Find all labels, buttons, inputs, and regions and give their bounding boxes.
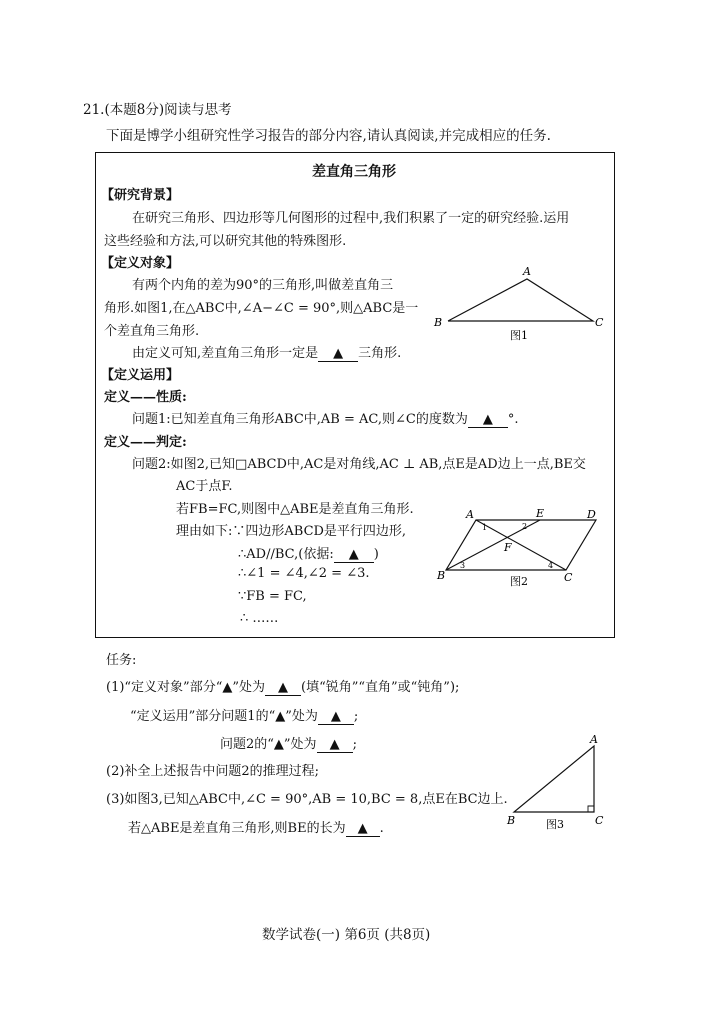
fig3-caption: 图3	[546, 818, 564, 831]
reason-line5: ∴ ……	[240, 611, 279, 626]
reason-line4: ∵FB = FC,	[238, 589, 307, 604]
page-footer: 数学试卷(一) 第6页 (共8页)	[262, 927, 431, 943]
application-heading: 【定义运用】	[101, 368, 180, 383]
blank-angle-c: ▲	[468, 412, 508, 428]
definition-line2: 角形.如图1,在△ABC中,∠A−∠C = 90°,则△ABC是一	[104, 301, 419, 316]
reason-line3: ∴∠1 = ∠4,∠2 = ∠3.	[238, 566, 370, 581]
fig2-label-b: B	[437, 569, 446, 582]
right-triangle-abc	[514, 746, 594, 812]
figure-2	[432, 505, 604, 591]
figure-3	[502, 732, 612, 836]
question-header: 21.(本题8分)阅读与思考	[83, 102, 232, 118]
task3-line1: (3)如图3,已知△ABC中,∠C = 90°,AB = 10,BC = 8,点E在BC边上.	[106, 792, 508, 807]
fig2-label-a: A	[466, 508, 474, 521]
task1-line2: “定义运用”部分问题1的“▲”处为 ▲ ;	[130, 709, 359, 724]
background-text-line1: 在研究三角形、四边形等几何图形的过程中,我们积累了一定的研究经验.运用	[132, 211, 570, 226]
fig3-label-b: B	[507, 814, 516, 827]
tasks-heading: 任务:	[106, 653, 137, 668]
task1-blank-3: ▲	[317, 737, 353, 753]
definition-line1: 有两个内角的差为90°的三角形,叫做差直角三	[132, 278, 394, 293]
triangle-abc-fig1	[448, 279, 593, 321]
fig2-angle-3: 3	[460, 561, 466, 570]
fig2-angle-4: 4	[548, 561, 554, 570]
task2-line: (2)补全上述报告中问题2的推理过程;	[106, 764, 320, 779]
reason-line1: 理由如下:∵四边形ABCD是平行四边形,	[176, 524, 407, 539]
problem2-line1: 问题2:如图2,已知□ABCD中,AC是对角线,AC ⊥ AB,点E是AD边上一点,BE交	[132, 457, 586, 472]
fig2-label-d: D	[587, 508, 596, 521]
task1-line3: 问题2的“▲”处为 ▲ ;	[220, 737, 357, 752]
fig2-caption: 图2	[510, 575, 528, 588]
task3-blank: ▲	[346, 821, 380, 837]
problem1-line: 问题1:已知差直角三角形ABC中,AB = AC,则∠C的度数为 ▲ °.	[132, 412, 519, 427]
task1-blank-1: ▲	[265, 680, 301, 696]
fig1-label-a: A	[523, 265, 531, 278]
problem2-line3: 若FB=FC,则图中△ABE是差直角三角形.	[176, 502, 414, 517]
property-heading: 定义——性质:	[104, 390, 187, 405]
blank-triangle-type: ▲	[318, 346, 358, 362]
fig1-caption: 图1	[510, 329, 528, 342]
fig2-label-e: E	[536, 507, 545, 520]
task1-blank-2: ▲	[318, 709, 354, 725]
fig2-angle-1: 1	[482, 523, 488, 532]
fig1-label-c: C	[595, 316, 604, 329]
fig2-angle-2: 2	[522, 522, 528, 531]
problem2-line2: AC于点F.	[176, 479, 233, 494]
background-heading: 【研究背景】	[101, 188, 180, 203]
figure-1	[430, 262, 610, 344]
fig1-label-b: B	[434, 316, 443, 329]
definition-line3: 个差直角三角形.	[104, 324, 200, 339]
task3-line2: 若△ABE是差直角三角形,则BE的长为 ▲ .	[128, 821, 384, 836]
question-intro: 下面是博学小组研究性学习报告的部分内容,请认真阅读,并完成相应的任务.	[106, 128, 551, 144]
background-text-line2: 这些经验和方法,可以研究其他的特殊图形.	[104, 234, 347, 249]
task1-line1: (1)“定义对象”部分“▲”处为 ▲ (填“锐角”“直角”或“钝角”);	[106, 680, 460, 695]
blank-basis: ▲	[334, 547, 374, 563]
definition-heading: 【定义对象】	[101, 256, 180, 271]
right-angle-mark	[588, 806, 594, 812]
report-title: 差直角三角形	[312, 164, 396, 180]
fig2-label-c: C	[564, 571, 573, 584]
judgement-heading: 定义——判定:	[104, 435, 187, 450]
reason-line2: ∴AD//BC,(依据: ▲ )	[238, 547, 379, 562]
fig3-label-c: C	[595, 814, 604, 827]
definition-line4: 由定义可知,差直角三角形一定是 ▲ 三角形.	[132, 346, 402, 361]
fig2-label-f: F	[504, 541, 512, 554]
fig3-label-a: A	[590, 733, 598, 746]
